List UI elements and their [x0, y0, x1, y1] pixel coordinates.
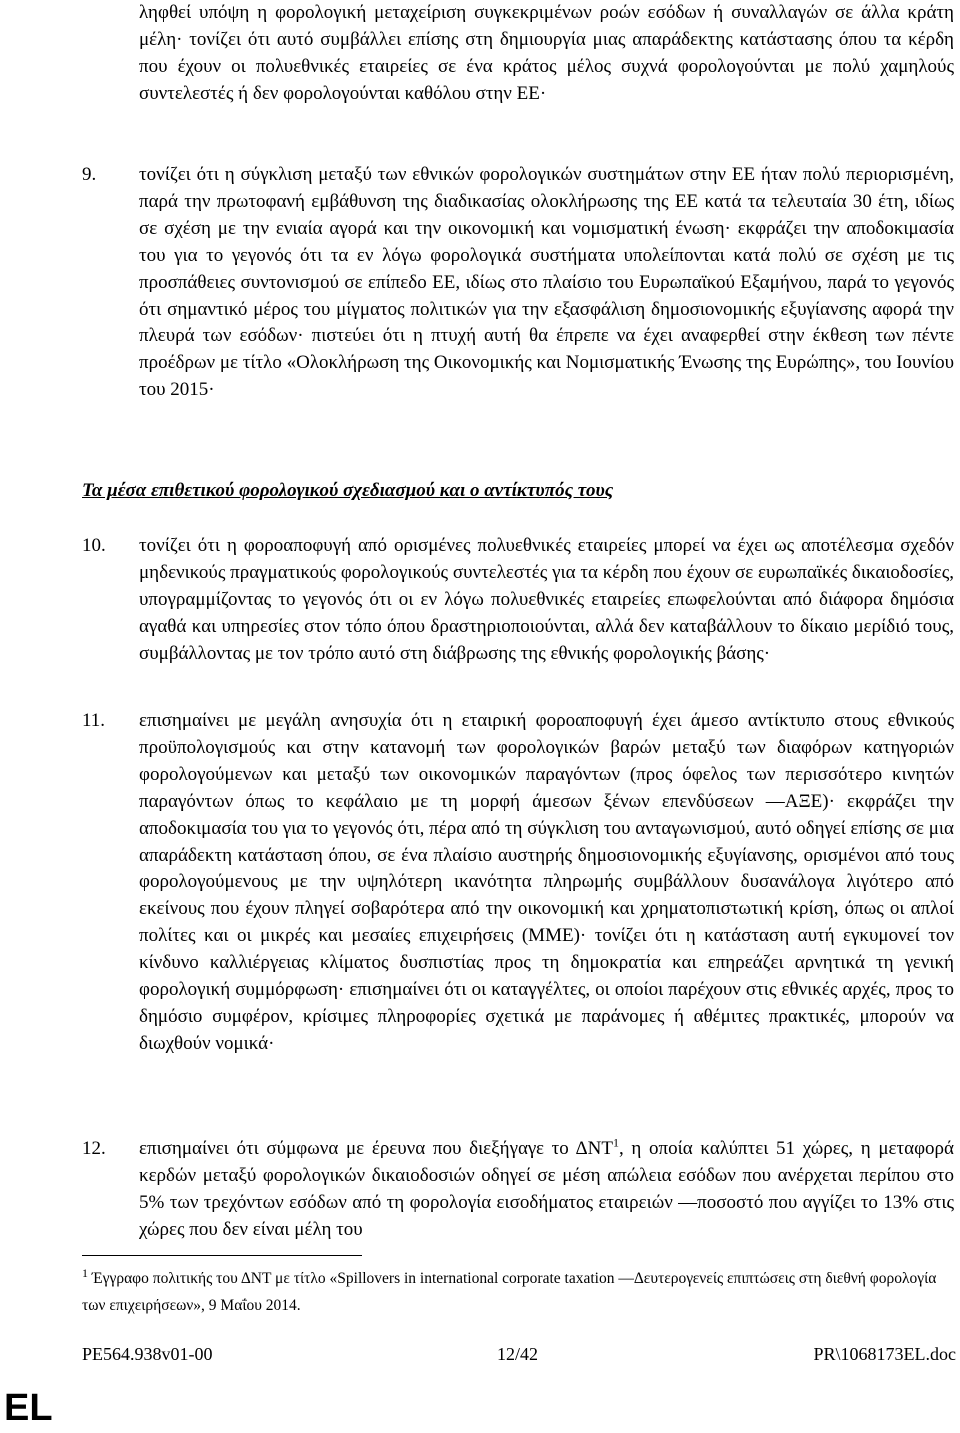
paragraph-number: 12.	[82, 1138, 106, 1159]
footnote-mark: 1	[82, 1265, 88, 1280]
footnote-separator	[82, 1255, 362, 1256]
footer-doc-ref: PE564.938v01-00	[82, 1344, 213, 1364]
footnote	[82, 1265, 954, 1319]
paragraph-number: 10.	[82, 535, 106, 556]
footnote-text: Έγγραφο πολιτικής του ΔΝΤ με τίτλο «Spillovers in international corporate taxation ―Δευτερογενείς επιπτώσεις στη διεθνή φορολογία των επιχειρήσεων», 9 Μαΐου 2014.	[82, 1270, 937, 1314]
section-heading: Τα μέσα επιθετικού φορολογικού σχεδιασμού και ο αντίκτυπός τους	[82, 480, 614, 501]
paragraph-text: τονίζει ότι η σύγκλιση μεταξύ των εθνικών φορολογικών συστημάτων στην ΕΕ ήταν πολύ περιορισμένη, παρά την πρωτοφανή εμβάθυνση της διαδικασίας ολοκλήρωσης της ΕΕ κατά τα τελευταία 30 έτη, ιδίως σε σχέση με την ενιαία αγορά και την οικονομική και νομισματική ένωση· εκφράζει την αποδοκιμασία του για το γεγονός ότι τα εν λόγω φορολογικά συστήματα υπολείπονται κατά πολύ σε σχέση με τις προσπάθειες συντονισμού σε επίπεδο ΕΕ, ιδίως στο πλαίσιο του Ευρωπαϊκού Εξαμήνου, παρά το γεγονός ότι σημαντικό μέρος του μίγματος πολιτικών για την εξασφάλιση δημοσιονομικής εξυγίανσης αφορά την πλευρά των εσόδων· πιστεύει ότι η πτυχή αυτή θα έπρεπε να έχει αναφερθεί στην έκθεση των πέντε προέδρων με τίτλο «Ολοκλήρωση της Οικονομικής και Νομισματικής Ένωσης της Ευρώπης», του Ιουνίου του 2015·	[139, 164, 954, 401]
intro-paragraph: ληφθεί υπόψη η φορολογική μεταχείριση συγκεκριμένων ροών εσόδων ή συναλλαγών σε άλλα κράτη μέλη· τονίζει ότι αυτό συμβάλλει επίσης στη δημιουργία μιας απαράδεκτης κατάστασης όπου τα κέρδη που έχουν οι πολυεθνικές εταιρείες σε ένα κράτος μέλος συχνά φορολογούνται με πολύ χαμηλούς συντελεστές ή δεν φορολογούνται καθόλου στην ΕΕ·	[139, 2, 954, 104]
paragraph-text-end: , η οποία καλύπτει 51 χώρες, η μεταφορά κερδών μεταξύ φορολογικών δικαιοδοσιών οδηγεί σε μέση απώλεια εσόδων που ανέρχεται περίπου στο 5% των τρεχόντων εσόδων από τη φορολογία εισοδήματος εταιρειών ―ποσοστό που αγγίζει το 13% στις χώρες που δεν είναι μέλη του	[139, 1138, 954, 1240]
footer-file-name: PR\1068173EL.doc	[813, 1344, 956, 1364]
paragraph-text	[139, 1136, 954, 1244]
paragraph-text: τονίζει ότι η φοροαποφυγή από ορισμένες πολυεθνικές εταιρείες μπορεί να έχει ως αποτέλεσμα σχεδόν μηδενικούς πραγματικούς φορολογικούς συντελεστές για τα κέρδη που έχουν σε ευρωπαϊκές δικαιοδοσίες, υπογραμμίζοντας το γεγονός ότι οι εν λόγω πολυεθνικές εταιρείες επωφελούνται από διάφορα δημόσια αγαθά και υπηρεσίες στον τόπο όπου δραστηριοποιούνται, αλλά δεν καταβάλλουν το δίκαιο μερίδιό τους, συμβάλλοντας με τον τρόπο αυτό στη διάβρωσης της εθνικής φορολογικής βάσης·	[139, 535, 954, 664]
paragraph-text: επισημαίνει με μεγάλη ανησυχία ότι η εταιρική φοροαποφυγή έχει άμεσο αντίκτυπο στους εθνικούς προϋπολογισμούς και στην κατανομή των φορολογικών βαρών μεταξύ των διαφόρων κατηγοριών φορολογούμενων και μεταξύ των οικονομικών παραγόντων (προς όφελος των περισσότερο κινητών παραγόντων όπως το κεφάλαιο με τη μορφή άμεσων ξένων επενδύσεων ―ΑΞΕ)· εκφράζει την αποδοκιμασία του για το γεγονός ότι, πέρα από τη σύγκλιση του ανταγωνισμού, αυτό οδηγεί επίσης σε μια απαράδεκτη κατάσταση όπου, σε ένα πλαίσιο αυστηρής δημοσιονομικής εξυγίανσης, ορισμένοι από τους φορολογούμενους με την υψηλότερη ικανότητα πληρωμής συμβάλλουν δυσανάλογα λιγότερο από εκείνους που έχουν πληγεί σοβαρότερα από την οικονομική και χρηματοπιστωτική κρίση, όπως οι απλοί πολίτες και οι μικρές και μεσαίες επιχειρήσεις (ΜΜΕ)· τονίζει ότι η κατάσταση αυτή εγκυμονεί τον κίνδυνο καλλιέργειας κλίματος δυσπιστίας προς τη δημοκρατία και επηρεάζει αρνητικά τη γενική φορολογική συμμόρφωση· επισημαίνει ότι οι καταγγέλτες, οι οποίοι παρέχουν στις εθνικές αρχές, προς το δημόσιο συμφέρον, κρίσιμες πληροφορίες σχετικά με παράνομες ή αθέμιτες πρακτικές, μπορούν να διωχθούν νομικά·	[139, 710, 954, 1054]
paragraph-number: 11.	[82, 710, 106, 731]
paragraph-text-start: επισημαίνει ότι σύμφωνα με έρευνα που διεξήγαγε το ΔΝΤ	[139, 1138, 613, 1159]
footnote-reference[interactable]: 1	[612, 1135, 619, 1150]
footer-page-number: 12/42	[497, 1344, 539, 1364]
paragraph-number: 9.	[82, 164, 97, 185]
language-code: EL	[4, 1387, 53, 1429]
